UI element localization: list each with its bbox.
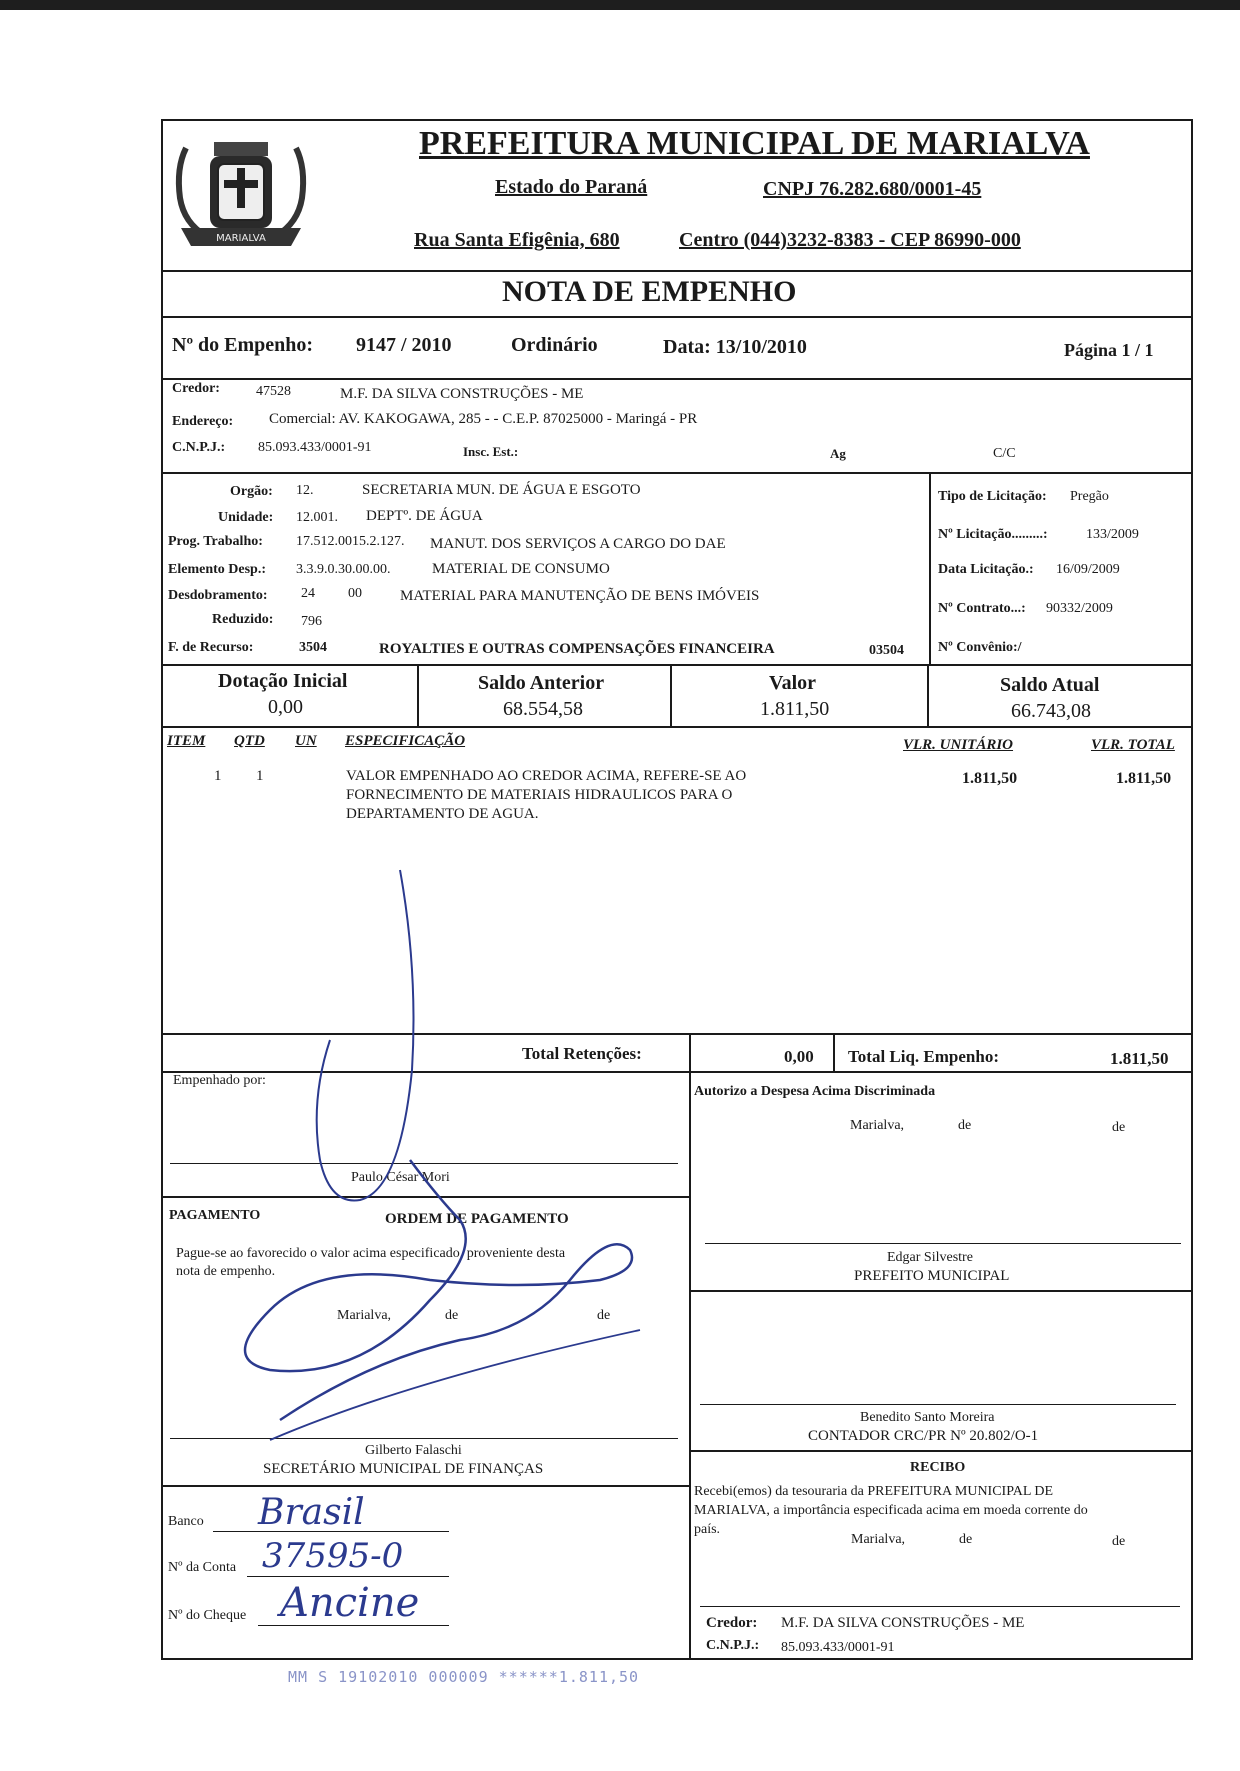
contrato: 90332/2009 xyxy=(1046,601,1113,616)
recibo-text-1: Recebi(emos) da tesouraria da PREFEITURA MUNICIPAL DE xyxy=(694,1484,1054,1499)
saldo-atual-label: Saldo Atual xyxy=(1000,674,1100,696)
ag-label: Ag xyxy=(830,446,846,461)
unidade-label: Unidade: xyxy=(218,510,274,525)
total-liq-label: Total Liq. Empenho: xyxy=(848,1047,999,1066)
tipo-licitacao: Pregão xyxy=(1070,489,1109,504)
elemento-name: MATERIAL DE CONSUMO xyxy=(432,561,610,577)
reduzido-label: Reduzido: xyxy=(212,612,274,627)
recibo-text-3: país. xyxy=(694,1522,721,1537)
recurso-code-2: 03504 xyxy=(869,643,904,658)
empenho-type: Ordinário xyxy=(511,334,598,356)
desdobramento-label: Desdobramento: xyxy=(168,588,268,603)
saldo-anterior-label: Saldo Anterior xyxy=(478,672,605,694)
empenhado-signer: Paulo César Mori xyxy=(351,1170,450,1185)
autorizo-de-2: de xyxy=(1112,1120,1126,1135)
page-number: Página 1 / 1 xyxy=(1064,340,1154,360)
col-item: ITEM xyxy=(167,733,206,749)
autorizo-de-1: de xyxy=(958,1118,972,1133)
pagamento-de-1: de xyxy=(445,1308,459,1323)
pagamento-de-2: de xyxy=(597,1308,611,1323)
secretario-role: SECRETÁRIO MUNICIPAL DE FINANÇAS xyxy=(263,1461,544,1477)
saldo-atual-value: 66.743,08 xyxy=(1011,700,1091,722)
elemento-label: Elemento Desp.: xyxy=(168,562,266,577)
crest-text: MARIALVA xyxy=(216,233,266,244)
tipo-licitacao-label: Tipo de Licitação: xyxy=(938,489,1047,504)
empenhado-label: Empenhado por: xyxy=(173,1073,266,1088)
header-title: PREFEITURA MUNICIPAL DE MARIALVA xyxy=(419,125,1090,162)
header-district: Centro (044)3232-8383 - CEP 86990-000 xyxy=(679,229,1021,251)
bank-stamp: MM S 19102010 000009 ******1.811,50 xyxy=(288,1668,640,1686)
saldo-anterior-value: 68.554,58 xyxy=(503,698,583,720)
cc-label: C/C xyxy=(993,446,1016,461)
empenho-number: 9147 / 2010 xyxy=(356,334,452,356)
credor-cnpj: 85.093.433/0001-91 xyxy=(258,440,372,455)
orgao-name: SECRETARIA MUN. DE ÁGUA E ESGOTO xyxy=(362,482,641,498)
banco-label: Banco xyxy=(168,1514,204,1529)
recibo-text-2: MARIALVA, a importância especificada acima em moeda corrente do xyxy=(694,1503,1088,1518)
desdobramento-sub: 00 xyxy=(348,586,362,601)
col-total: VLR. TOTAL xyxy=(1091,737,1175,753)
credor-label: Credor: xyxy=(172,381,220,396)
dotacao-label: Dotação Inicial xyxy=(218,670,348,692)
desdobramento-code: 24 xyxy=(301,586,315,601)
autorizo-label: Autorizo a Despesa Acima Discriminada xyxy=(694,1084,936,1099)
unidade-name: DEPTº. DE ÁGUA xyxy=(366,508,483,524)
recurso-code: 3504 xyxy=(299,640,327,655)
item-total-value: 1.811,50 xyxy=(1116,770,1172,787)
signature-strokes xyxy=(160,860,720,1480)
recibo-de-2: de xyxy=(1112,1534,1126,1549)
conta-handwritten: 37595-0 xyxy=(262,1536,404,1576)
cnpj-label: C.N.P.J.: xyxy=(172,440,226,455)
crest-logo xyxy=(166,128,316,260)
unidade-code: 12.001. xyxy=(296,510,338,525)
autorizo-place: Marialva, xyxy=(850,1118,905,1133)
item-unit-value: 1.811,50 xyxy=(962,770,1018,787)
desdobramento-name: MATERIAL PARA MANUTENÇÃO DE BENS IMÓVEIS xyxy=(400,588,760,604)
col-un: UN xyxy=(295,733,317,749)
conta-label: Nº da Conta xyxy=(168,1560,237,1575)
pagamento-text-1: Pague-se ao favorecido o valor acima especificado, proveniente desta xyxy=(176,1246,566,1261)
banco-handwritten: Brasil xyxy=(258,1492,365,1533)
recibo-cnpj: 85.093.433/0001-91 xyxy=(781,1640,895,1655)
num-licitacao: 133/2009 xyxy=(1086,527,1139,542)
total-liq-value: 1.811,50 xyxy=(1110,1049,1169,1068)
item-spec-line2: FORNECIMENTO DE MATERIAIS HIDRAULICOS PARA O xyxy=(346,787,733,803)
pagamento-label: PAGAMENTO xyxy=(169,1208,261,1223)
elemento-code: 3.3.9.0.30.00.00. xyxy=(296,562,391,577)
col-spec: ESPECIFICAÇÃO xyxy=(345,733,466,749)
item-number: 1 xyxy=(214,768,222,784)
recibo-cnpj-label: C.N.P.J.: xyxy=(706,1638,760,1653)
empenho-label: Nº do Empenho: xyxy=(172,334,314,356)
contador-role: CONTADOR CRC/PR Nº 20.802/O-1 xyxy=(808,1428,1039,1444)
prog-name: MANUT. DOS SERVIÇOS A CARGO DO DAE xyxy=(430,536,726,552)
recibo-label: RECIBO xyxy=(910,1460,966,1475)
document-title: NOTA DE EMPENHO xyxy=(502,275,797,308)
recurso-label: F. de Recurso: xyxy=(168,640,254,655)
num-licitacao-label: Nº Licitação.........: xyxy=(938,527,1048,542)
prog-code: 17.512.0015.2.127. xyxy=(296,534,405,549)
cheque-handwritten: Ancine xyxy=(280,1580,420,1626)
contador-name: Benedito Santo Moreira xyxy=(860,1410,995,1425)
cheque-label: Nº do Cheque xyxy=(168,1608,247,1623)
recibo-credor: M.F. DA SILVA CONSTRUÇÕES - ME xyxy=(781,1615,1025,1631)
pagamento-text-2: nota de empenho. xyxy=(176,1264,276,1279)
data-licitacao: 16/09/2009 xyxy=(1056,562,1120,577)
insc-label: Insc. Est.: xyxy=(463,444,519,459)
dotacao-value: 0,00 xyxy=(268,696,303,718)
recibo-de-1: de xyxy=(959,1532,973,1547)
ordem-pagamento-label: ORDEM DE PAGAMENTO xyxy=(385,1211,569,1227)
credor-address: Comercial: AV. KAKOGAWA, 285 - - C.E.P. 87025000 - Maringá - PR xyxy=(269,411,698,427)
address-label: Endereço: xyxy=(172,414,234,429)
col-unit: VLR. UNITÁRIO xyxy=(903,737,1014,753)
retencoes-value: 0,00 xyxy=(784,1047,814,1066)
recurso-name: ROYALTIES E OUTRAS COMPENSAÇÕES FINANCEIRA xyxy=(379,641,775,657)
item-spec-line3: DEPARTAMENTO DE AGUA. xyxy=(346,806,539,822)
contrato-label: Nº Contrato...: xyxy=(938,601,1026,616)
item-spec-line1: VALOR EMPENHADO AO CREDOR ACIMA, REFERE-SE AO xyxy=(346,768,747,784)
prog-label: Prog. Trabalho: xyxy=(168,534,263,549)
valor-value: 1.811,50 xyxy=(760,698,830,720)
orgao-code: 12. xyxy=(296,483,314,498)
credor-name: M.F. DA SILVA CONSTRUÇÕES - ME xyxy=(340,386,584,402)
data-licitacao-label: Data Licitação.: xyxy=(938,562,1034,577)
empenho-date: Data: 13/10/2010 xyxy=(663,336,807,358)
recibo-credor-label: Credor: xyxy=(706,1615,758,1631)
pagamento-place: Marialva, xyxy=(337,1308,392,1323)
scan-top-border xyxy=(0,0,1240,10)
retencoes-label: Total Retenções: xyxy=(522,1044,642,1063)
convenio-label: Nº Convênio:/ xyxy=(938,640,1022,655)
item-qtd: 1 xyxy=(256,768,264,784)
valor-label: Valor xyxy=(769,672,817,694)
header-state: Estado do Paraná xyxy=(495,176,648,198)
prefeito-role: PREFEITO MUNICIPAL xyxy=(854,1268,1010,1284)
credor-code: 47528 xyxy=(256,384,291,399)
orgao-label: Orgão: xyxy=(230,484,273,499)
col-qtd: QTD xyxy=(234,733,265,749)
prefeito-name: Edgar Silvestre xyxy=(887,1250,973,1265)
recibo-place: Marialva, xyxy=(851,1532,906,1547)
secretario-name: Gilberto Falaschi xyxy=(365,1443,462,1458)
header-cnpj: CNPJ 76.282.680/0001-45 xyxy=(763,178,982,200)
header-street: Rua Santa Efigênia, 680 xyxy=(414,229,620,251)
reduzido-code: 796 xyxy=(301,614,322,629)
